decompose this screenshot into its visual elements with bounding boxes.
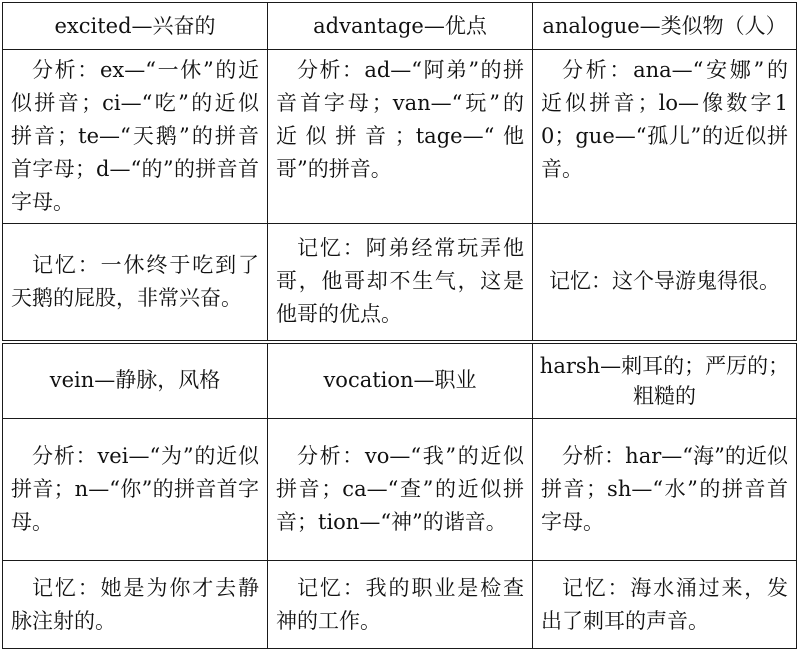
word-cell: harsh—刺耳的；严厉的；粗糙的 bbox=[533, 342, 797, 419]
word-cell: vocation—职业 bbox=[268, 342, 533, 419]
memory-cell: 记忆：海水涌过来，发出了刺耳的声音。 bbox=[533, 561, 797, 649]
word-cell: advantage—优点 bbox=[268, 3, 533, 50]
memory-cell: 记忆：阿弟经常玩弄他哥，他哥却不生气，这是他哥的优点。 bbox=[268, 224, 533, 342]
table-row-memory bbox=[3, 561, 797, 649]
word-cell: vein—静脉，风格 bbox=[3, 342, 268, 419]
table-row-word bbox=[3, 3, 797, 50]
word-cell: excited—兴奋的 bbox=[3, 3, 268, 50]
memory-cell: 记忆：一休终于吃到了天鹅的屁股，非常兴奋。 bbox=[3, 224, 268, 342]
word-cell: analogue—类似物（人） bbox=[533, 3, 797, 50]
analysis-cell: 分析：vei—“为”的近似拼音；n—“你”的拼音首字母。 bbox=[3, 419, 268, 561]
table-row-word bbox=[3, 342, 797, 419]
analysis-cell: 分析：vo—“我”的近似拼音；ca—“查”的近似拼音；tion—“神”的谐音。 bbox=[268, 419, 533, 561]
analysis-cell: 分析：ex—“一休”的近似拼音；ci—“吃”的近似拼音；te—“天鹅”的拼音首字母；d—“的”的拼音首字母。 bbox=[3, 50, 268, 224]
analysis-cell: 分析：har—“海”的近似拼音；sh—“水”的拼音首字母。 bbox=[533, 419, 797, 561]
table-row-memory bbox=[3, 224, 797, 342]
vocabulary-table bbox=[2, 2, 797, 649]
table-row-analysis bbox=[3, 419, 797, 561]
analysis-cell: 分析：ad—“阿弟”的拼音首字母；van—“玩”的近似拼音；tage—“他哥”的拼音。 bbox=[268, 50, 533, 224]
memory-cell: 记忆：我的职业是检查神的工作。 bbox=[268, 561, 533, 649]
memory-cell: 记忆：这个导游鬼得很。 bbox=[533, 224, 797, 342]
memory-cell: 记忆：她是为你才去静脉注射的。 bbox=[3, 561, 268, 649]
table-row-analysis bbox=[3, 50, 797, 224]
analysis-cell: 分析：ana—“安娜”的近似拼音；lo—像数字10；gue—“孤儿”的近似拼音。 bbox=[533, 50, 797, 224]
